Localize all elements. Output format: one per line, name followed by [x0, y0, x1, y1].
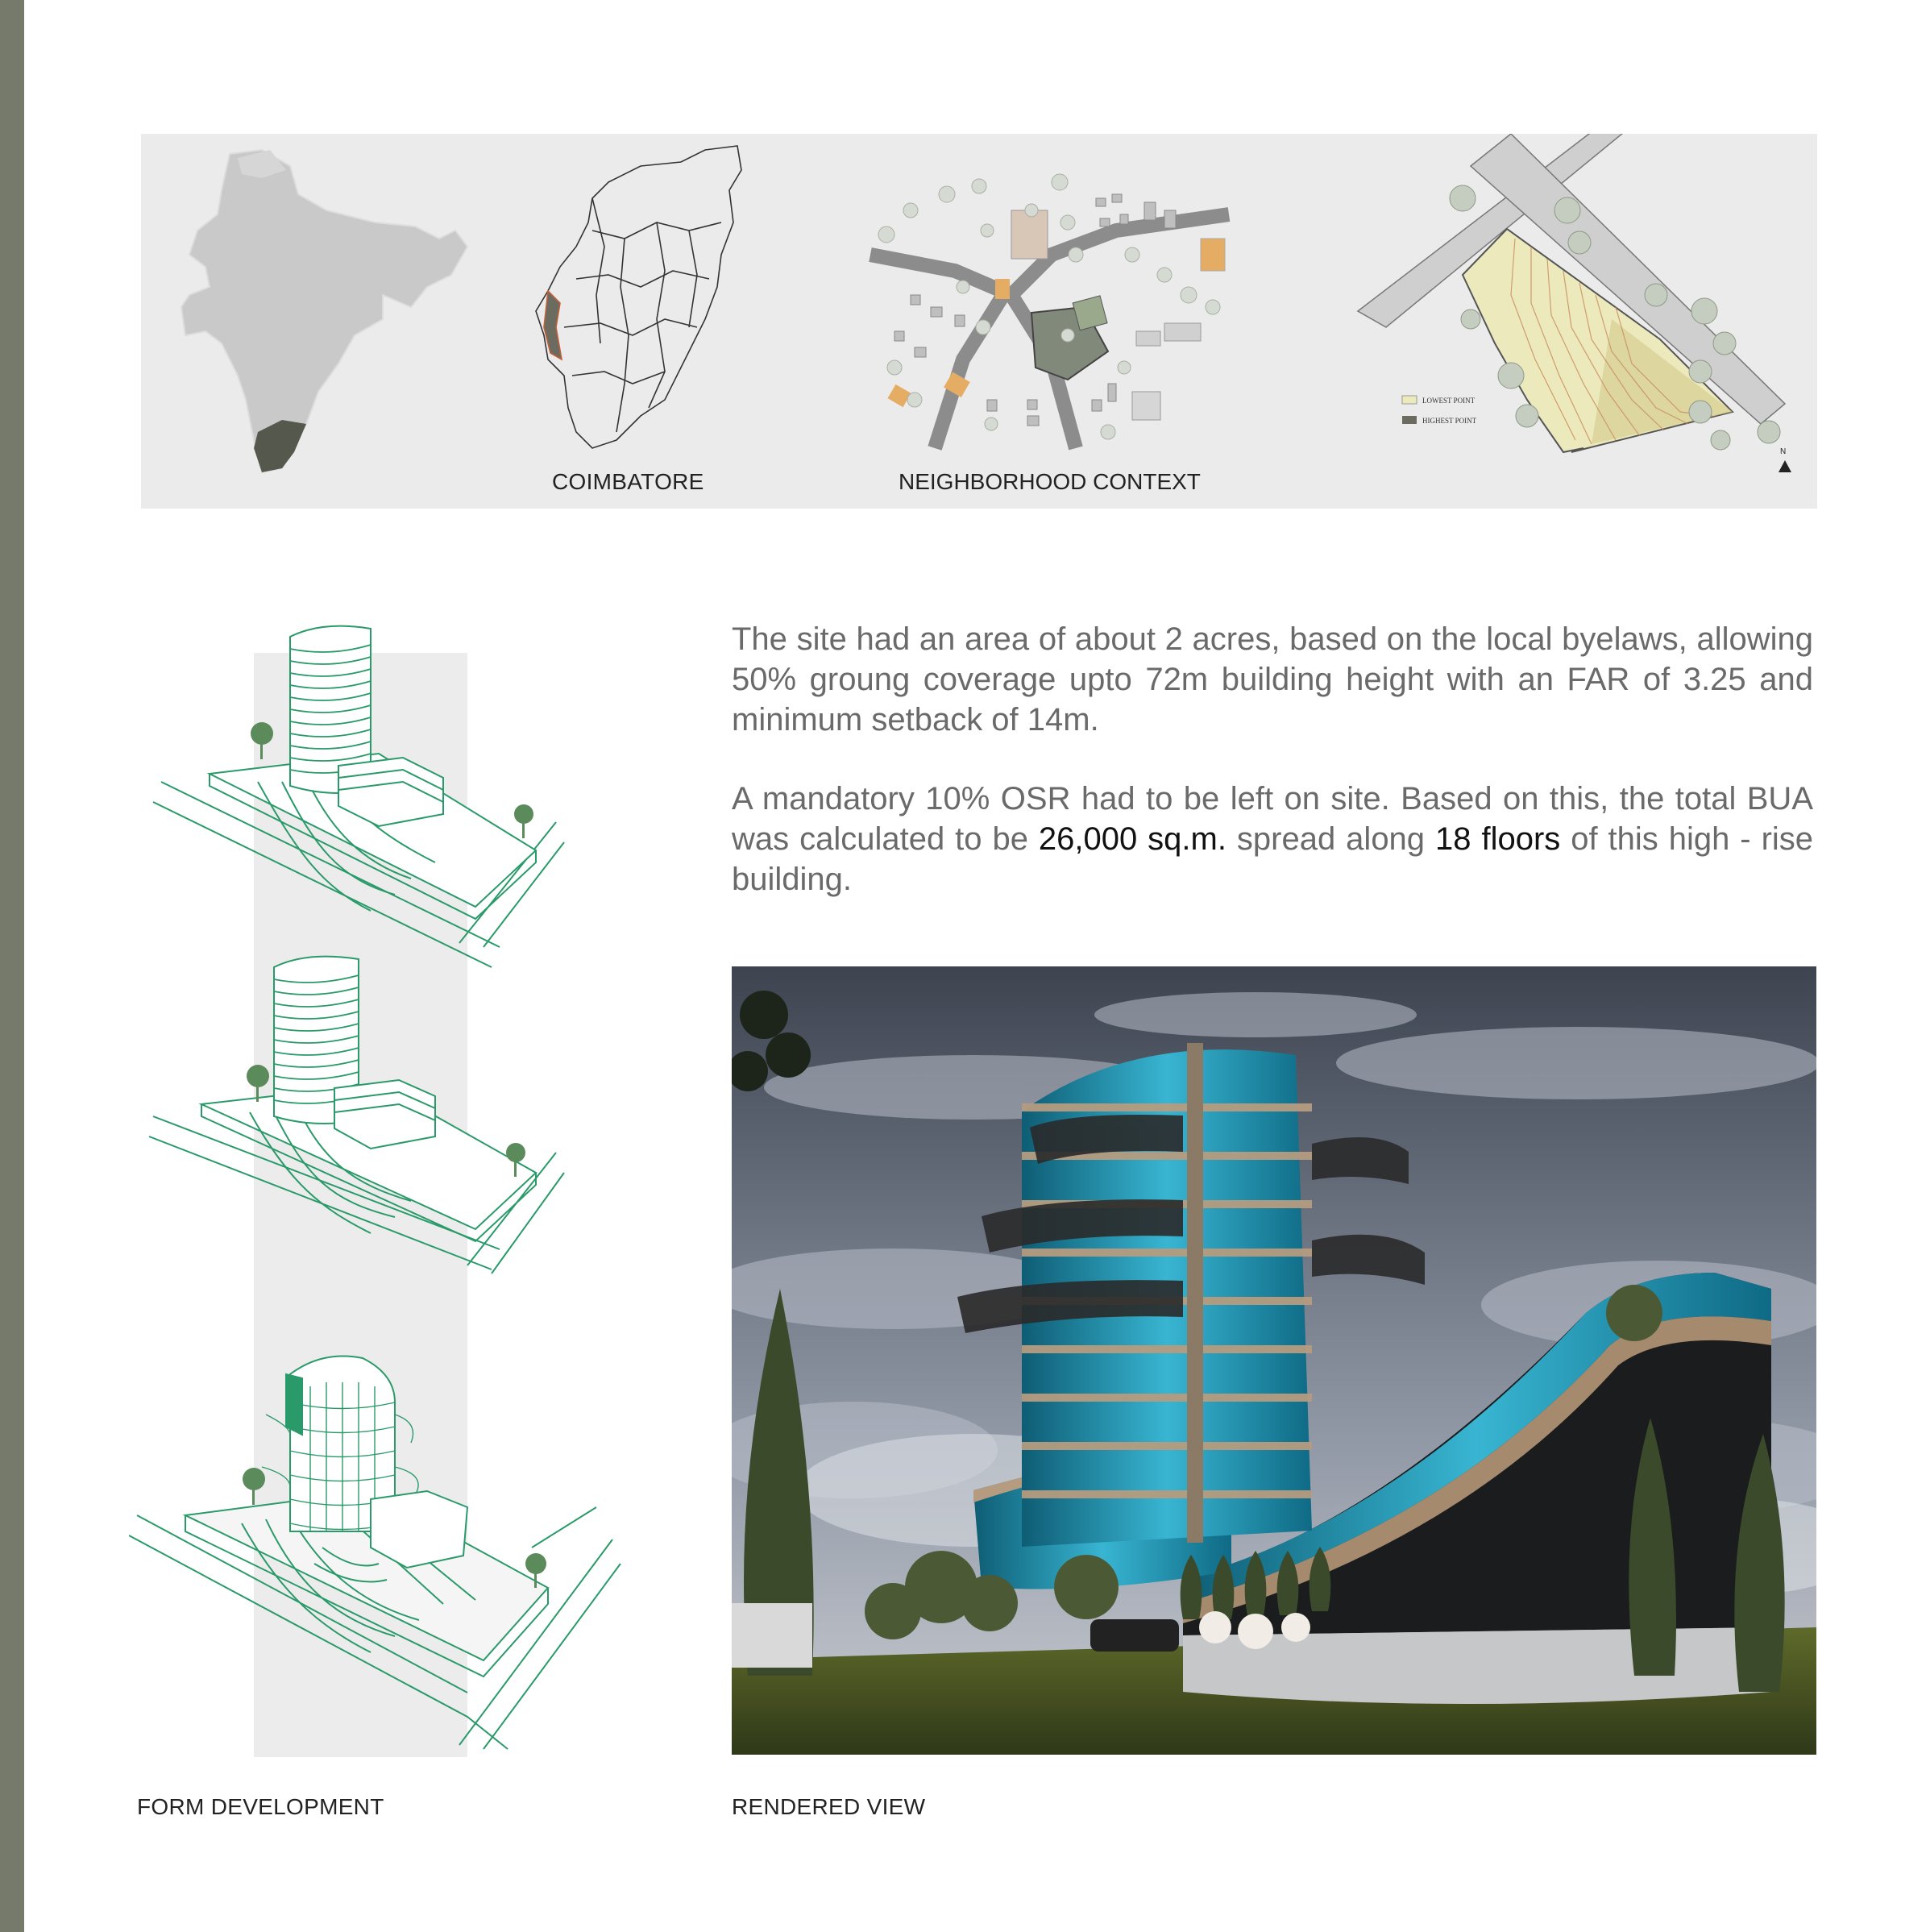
site-description-paragraph: The site had an area of about 2 acres, based on the local byelaws, allowing 50% groung coverage upto 72m building height with an FAR of 3.25 and minimum setback of 14m.	[732, 621, 1813, 737]
left-accent-bar	[0, 0, 24, 1932]
bua-area-highlight: 26,000 sq.m.	[1038, 821, 1226, 857]
form-diagram-2	[149, 957, 564, 1273]
legend-lowest-point: LOWEST POINT	[1422, 397, 1476, 405]
site-plan	[1358, 134, 1791, 472]
neighborhood-map	[870, 174, 1229, 448]
tamilnadu-map	[536, 146, 741, 448]
rendered-view-caption: RENDERED VIEW	[732, 1794, 926, 1819]
bua-description-paragraph	[732, 779, 1813, 900]
form-development-diagrams	[129, 621, 693, 1757]
north-arrow-icon: N	[1780, 447, 1787, 456]
site-context-strip	[141, 134, 1817, 509]
bua-text-a: A mandatory 10% OSR had to be left on site. Based on this, the total BUA was calculated to be	[732, 781, 1813, 857]
floors-highlight: 18 floors	[1435, 821, 1561, 857]
coimbatore-label: COIMBATORE	[552, 469, 704, 494]
neighborhood-label: NEIGHBORHOOD CONTEXT	[899, 469, 1201, 494]
bua-text-e: of this high - rise building.	[732, 821, 1814, 897]
legend-highest-point: HIGHEST POINT	[1422, 417, 1477, 425]
india-map	[181, 150, 467, 472]
bua-text-c: spread along	[1226, 821, 1436, 857]
rendered-view-image	[732, 966, 1816, 1755]
form-development-caption: FORM DEVELOPMENT	[137, 1794, 384, 1819]
context-maps	[141, 134, 1817, 509]
